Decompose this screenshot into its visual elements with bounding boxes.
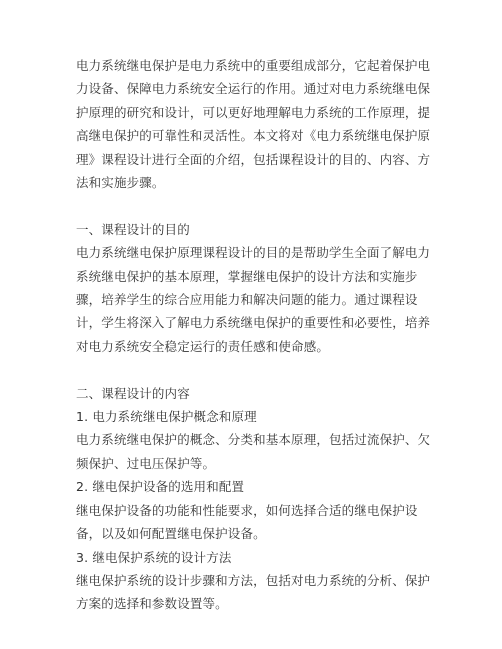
content-item-title: 2. 继电保护设备的选用和配置 [76,479,245,495]
section-heading-purpose: 一、课程设计的目的 [76,221,190,237]
content-item-body: 电力系统继电保护的概念、分类和基本原理，包括过流保护、欠频保护、过电压保护等。 [76,432,431,471]
content-item-title: 1. 电力系统继电保护概念和原理 [76,409,257,425]
paragraph-spacer [76,358,432,381]
content-item-body: 继电保护设备的功能和性能要求，如何选择合适的继电保护设备，以及如何配置继电保护设备。 [76,502,418,542]
content-item-body: 继电保护系统的设计步骤和方法，包括对电力系统的分析、保护方案的选择和参数设置等。 [76,572,431,612]
paragraph-spacer [76,194,432,217]
section-purpose-paragraph: 电力系统继电保护原理课程设计的目的是帮助学生全面了解电力系统继电保护的基本原理，掌握继电保护的设计方法和实施步骤，培养学生的综合应用能力和解决问题的能力。通过课程设计，学生将深入了解电力系统继电保护的重要性和必要性，培养对电力系统安全稳定运行的责任感和使命感。 [76,245,431,354]
content-item-title: 3. 继电保护系统的设计方法 [76,549,232,565]
intro-paragraph: 电力系统继电保护是电力系统中的重要组成部分，它起着保护电力设备、保障电力系统安全运行的作用。通过对电力系统继电保护原理的研究和设计，可以更好地理解电力系统的工作原理，提高继电保护的可靠性和灵活性。本文将对《电力系统继电保护原理》课程设计进行全面的介绍，包括课程设计的目的、内容、方法和实施步骤。 [76,58,431,191]
section-heading-content: 二、课程设计的内容 [76,385,190,401]
document-body [76,54,432,616]
